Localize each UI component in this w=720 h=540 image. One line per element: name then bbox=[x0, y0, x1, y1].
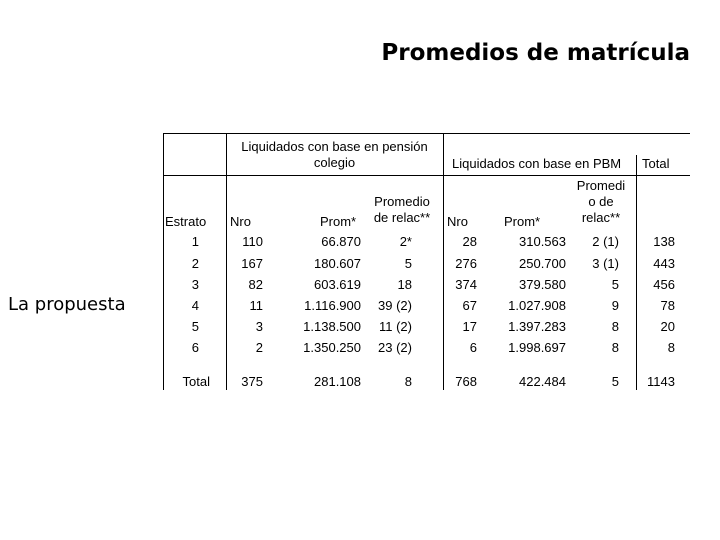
table-row-6-total: 8 bbox=[667, 340, 675, 355]
header-promedio-line2: de relac** bbox=[373, 210, 431, 225]
table-row-4-prom2: 1.027.908 bbox=[508, 298, 566, 313]
side-label: La propuesta bbox=[8, 294, 126, 315]
table-row-total-rel1: 8 bbox=[404, 374, 412, 389]
header-promedi-line1: Promedi bbox=[576, 178, 626, 193]
table-row-2-prom2: 250.700 bbox=[519, 256, 566, 271]
table-row-3-rel2: 5 bbox=[611, 277, 619, 292]
table-row-4-total: 78 bbox=[660, 298, 675, 313]
table-row-total-total: 1143 bbox=[647, 374, 675, 389]
table-row-1-nro2: 28 bbox=[462, 234, 477, 249]
table-row-3-rel1: 18 bbox=[397, 277, 412, 292]
grid-line bbox=[163, 133, 690, 134]
table-row-3-nro1: 82 bbox=[248, 277, 263, 292]
table-row-4-nro2: 67 bbox=[462, 298, 477, 313]
table-row-4-nro1: 11 bbox=[249, 298, 263, 313]
table-row-3-estrato: 3 bbox=[191, 277, 199, 292]
header-promedio bbox=[362, 194, 442, 226]
table-row-5-estrato: 5 bbox=[191, 319, 199, 334]
table-row-5-prom1: 1.138.500 bbox=[303, 319, 361, 334]
table-row-total-rel2: 5 bbox=[611, 374, 619, 389]
header-estrato: Estrato bbox=[165, 214, 207, 229]
header-group-pension-line2: colegio bbox=[313, 155, 356, 170]
page-title: Promedios de matrícula bbox=[381, 40, 690, 66]
table-row-1-prom2: 310.563 bbox=[519, 234, 566, 249]
table-row-6-nro2: 6 bbox=[469, 340, 477, 355]
table-row-2-estrato: 2 bbox=[191, 256, 199, 271]
header-group-pension bbox=[226, 139, 443, 171]
table-row-6-prom2: 1.998.697 bbox=[508, 340, 566, 355]
table-row-4-rel1: 39 (2) bbox=[378, 298, 412, 313]
table-row-6-rel1: 23 (2) bbox=[378, 340, 412, 355]
header-group-pbm: Liquidados con base en PBM bbox=[452, 156, 622, 171]
table-row-total-nro1: 375 bbox=[241, 374, 263, 389]
header-group-pension-line1: Liquidados con base en pensión bbox=[241, 139, 428, 154]
header-nro1: Nro bbox=[230, 214, 251, 229]
header-prom1: Prom* bbox=[320, 214, 357, 229]
table-row-2-nro1: 167 bbox=[241, 256, 263, 271]
table-row-4-rel2: 9 bbox=[611, 298, 619, 313]
header-total: Total bbox=[642, 156, 670, 171]
table-row-2-prom1: 180.607 bbox=[314, 256, 361, 271]
table-row-3-prom1: 603.619 bbox=[314, 277, 361, 292]
table-row-1-rel2: 2 (1) bbox=[592, 234, 619, 249]
table-row-1-prom1: 66.870 bbox=[321, 234, 361, 249]
table-row-5-rel2: 8 bbox=[611, 319, 619, 334]
table-row-5-nro1: 3 bbox=[255, 319, 263, 334]
table-row-1-nro1: 110 bbox=[242, 234, 263, 249]
table-row-6-rel2: 8 bbox=[611, 340, 619, 355]
table-row-6-nro1: 2 bbox=[255, 340, 263, 355]
table-row-total-nro2: 768 bbox=[455, 374, 477, 389]
table-row-4-prom1: 1.116.900 bbox=[304, 298, 361, 313]
table-row-2-rel2: 3 (1) bbox=[592, 256, 619, 271]
table-row-1-estrato: 1 bbox=[191, 234, 199, 249]
table-row-1-rel1: 2* bbox=[399, 234, 412, 249]
grid-line bbox=[163, 175, 690, 176]
table-row-2-nro2: 276 bbox=[455, 256, 477, 271]
header-promedio-line1: Promedio bbox=[374, 194, 430, 209]
header-promedi bbox=[566, 178, 636, 226]
table-row-total-estrato: Total bbox=[182, 374, 210, 389]
table-row-total-prom1: 281.108 bbox=[314, 374, 361, 389]
table-row-5-rel1: 11 (2) bbox=[379, 319, 412, 334]
table-row-1-total: 138 bbox=[653, 234, 675, 249]
table-row-3-nro2: 374 bbox=[455, 277, 477, 292]
header-promedi-line2: o de bbox=[588, 194, 614, 209]
table-row-2-total: 443 bbox=[653, 256, 675, 271]
table-row-2-rel1: 5 bbox=[404, 256, 412, 271]
table-row-3-total: 456 bbox=[653, 277, 675, 292]
table-row-5-total: 20 bbox=[660, 319, 675, 334]
header-prom2: Prom* bbox=[504, 214, 541, 229]
header-nro2: Nro bbox=[447, 214, 468, 229]
table-row-5-nro2: 17 bbox=[462, 319, 477, 334]
table-row-total-prom2: 422.484 bbox=[519, 374, 566, 389]
table-row-3-prom2: 379.580 bbox=[519, 277, 566, 292]
table-row-6-prom1: 1.350.250 bbox=[303, 340, 361, 355]
header-promedi-line3: relac** bbox=[581, 210, 621, 225]
table-row-4-estrato: 4 bbox=[191, 298, 199, 313]
table-row-5-prom2: 1.397.283 bbox=[508, 319, 566, 334]
table-row-6-estrato: 6 bbox=[191, 340, 199, 355]
